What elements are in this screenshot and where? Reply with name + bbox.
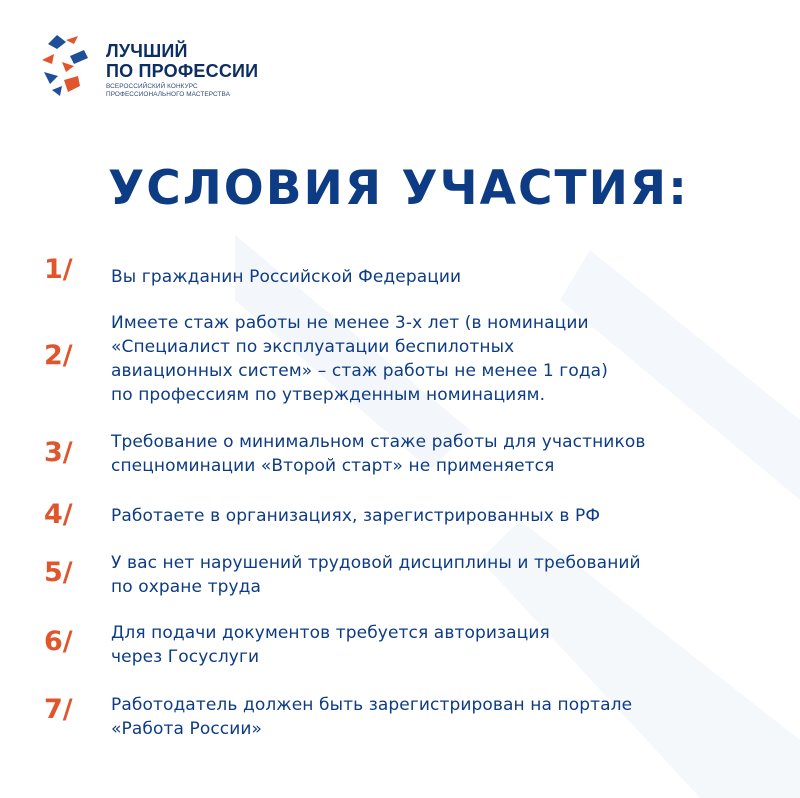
condition-number: 7/ [44, 694, 73, 725]
condition-text-line: Требование о минимальном стаже работы для участников [111, 432, 646, 452]
condition-number: 4/ [44, 499, 73, 530]
condition-number: 6/ [44, 626, 73, 657]
condition-text [111, 504, 751, 528]
condition-text [111, 311, 751, 407]
logo-title-line: ЛУЧШИЙ [106, 41, 188, 61]
condition-text [111, 693, 751, 741]
condition-text [111, 430, 751, 478]
condition-text-line: по профессиям по утвержденным номинациям. [111, 385, 546, 405]
condition-number: 2/ [44, 340, 73, 371]
condition-text-line: Вы гражданин Российской Федерации [111, 267, 462, 287]
condition-text-line: У вас нет нарушений трудовой дисциплины и требований [111, 553, 641, 573]
condition-text-line: авиационных систем» – стаж работы не менее 1 года) [111, 361, 608, 381]
condition-text [111, 621, 751, 669]
logo-title-line: ПО ПРОФЕССИИ [106, 61, 259, 81]
condition-text-line: Работодатель должен быть зарегистрирован на портале [111, 695, 633, 715]
condition-text [111, 265, 751, 289]
condition-number: 3/ [44, 437, 73, 468]
condition-text [111, 551, 751, 599]
condition-text-line: Работаете в организациях, зарегистрированных в РФ [111, 506, 601, 526]
condition-text-line: Для подачи документов требуется авторизация [111, 623, 550, 643]
condition-text-line: по охране труда [111, 577, 261, 597]
condition-text-line: через Госуслуги [111, 647, 260, 667]
condition-number: 1/ [44, 254, 73, 285]
condition-text-line: «Специалист по эксплуатации беспилотных [111, 337, 515, 357]
condition-text-line: Имеете стаж работы не менее 3-х лет (в номинации [111, 313, 589, 333]
logo-subtitle-line: ВСЕРОССИЙСКИЙ КОНКУРС [106, 83, 198, 90]
page-title: УСЛОВИЯ УЧАСТИЯ: [108, 161, 689, 216]
condition-text-line: спецноминации «Второй старт» не применяется [111, 456, 555, 476]
logo-subtitle-line: ПРОФЕССИОНАЛЬНОГО МАСТЕРСТВА [106, 90, 231, 98]
condition-text-line: «Работа России» [111, 719, 263, 739]
condition-number: 5/ [44, 557, 73, 588]
